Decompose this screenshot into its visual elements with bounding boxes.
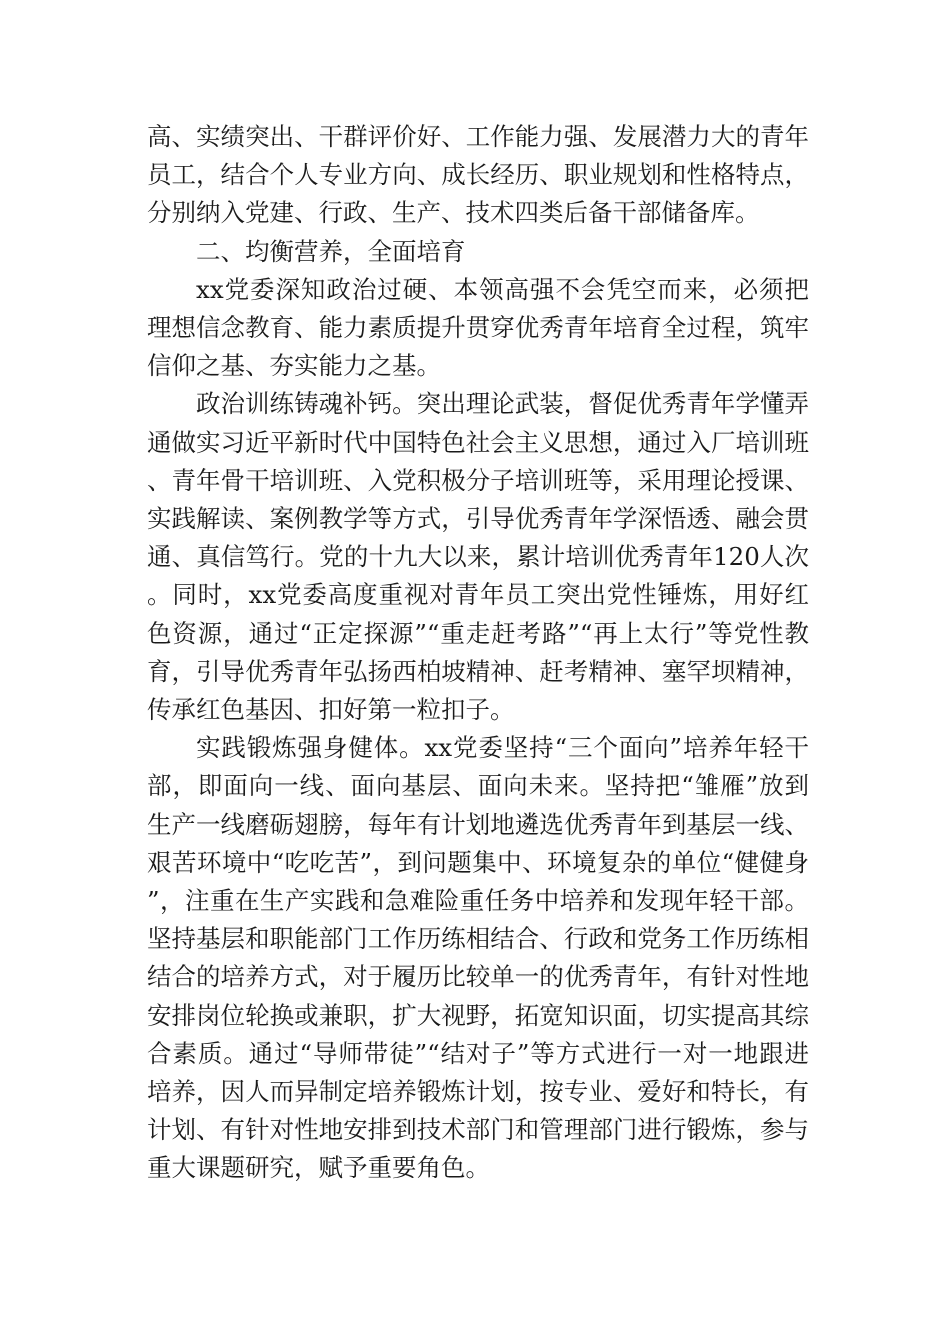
paragraph-continued-candidate-pool: 高、实绩突出、干群评价好、工作能力强、发展潜力大的青年员工，结合个人专业方向、成长经历、职业规划和性格特点，分别纳入党建、行政、生产、技术四类后备干部储备库。: [147, 122, 809, 228]
document-body: [147, 118, 809, 1188]
paragraph-political-training: 政治训练铸魂补钙。突出理论武装，督促优秀青年学懂弄通做实习近平新时代中国特色社会主义思想，通过入厂培训班、青年骨干培训班、入党积极分子培训班等，采用理论授课、实践解读、案例教学等方式，引导优秀青年学深悟透、融会贯通、真信笃行。党的十九大以来，累计培训优秀青年120人次。同时，xx党委高度重视对青年员工突出党性锤炼，用好红色资源，通过“正定探源”“重走赶考路”“再上太行”等党性教育，引导优秀青年弘扬西柏坡精神、赶考精神、塞罕坝精神，传承红色基因、扣好第一粒扣子。: [147, 389, 809, 725]
paragraph-party-committee-intro: xx党委深知政治过硬、本领高强不会凭空而来，必须把理想信念教育、能力素质提升贯穿优秀青年培育全过程，筑牢信仰之基、夯实能力之基。: [147, 274, 809, 381]
section-heading-balanced-nutrition: 二、均衡营养，全面培育: [196, 236, 466, 266]
paragraph-practical-training: 实践锻炼强身健体。xx党委坚持“三个面向”培养年轻干部，即面向一线、面向基层、面向未来。坚持把“雏雁”放到生产一线磨砺翅膀，每年有计划地遴选优秀青年到基层一线、艰苦环境中“吃吃苦”，到问题集中、环境复杂的单位“健健身”，注重在生产实践和急难险重任务中培养和发现年轻干部。坚持基层和职能部门工作历练相结合、行政和党务工作历练相结合的培养方式，对于履历比较单一的优秀青年，有针对性地安排岗位轮换或兼职，扩大视野，拓宽知识面，切实提高其综合素质。通过“导师带徒”“结对子”等方式进行一对一地跟进培养，因人而异制定培养锻炼计划，按专业、爱好和特长，有计划、有针对性地安排到技术部门和管理部门进行锻炼，参与重大课题研究，赋予重要角色。: [147, 733, 809, 1183]
